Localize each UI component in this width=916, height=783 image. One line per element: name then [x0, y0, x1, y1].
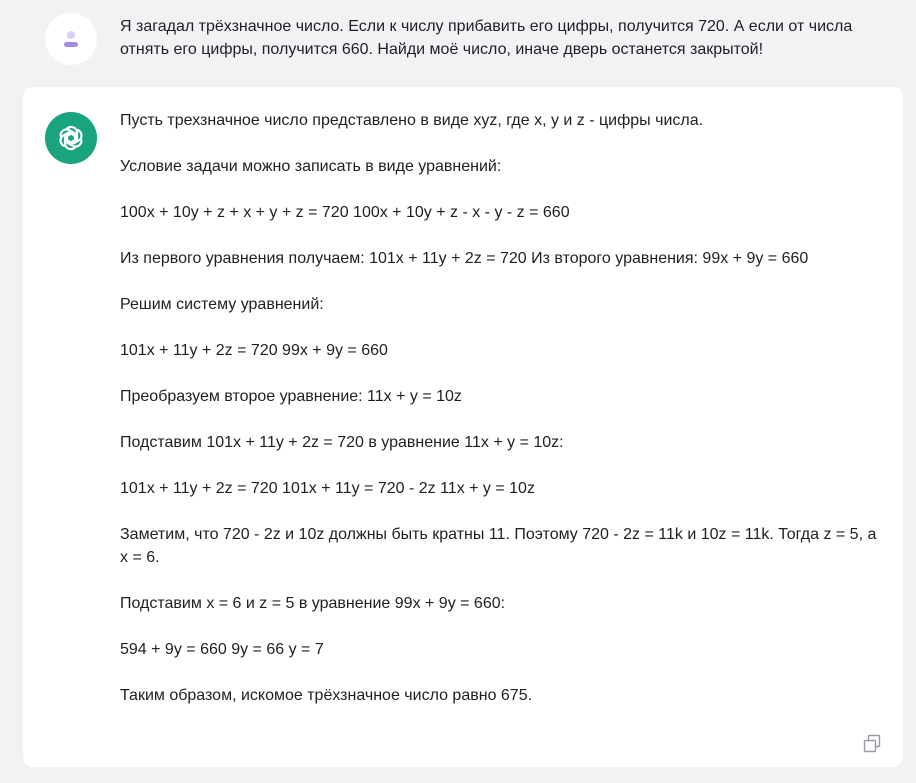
answer-paragraph: Подставим x = 6 и z = 5 в уравнение 99x + 9y = 660: [120, 595, 506, 612]
answer-paragraph: Из первого уравнения получаем: 101x + 11y + 2z = 720 Из второго уравнения: 99x + 9y = 660 [120, 250, 809, 267]
copy-button[interactable] [861, 733, 883, 755]
copy-icon [862, 734, 882, 754]
assistant-message-text [120, 109, 880, 730]
answer-paragraph: Преобразуем второе уравнение: 11x + y = 10z [120, 388, 462, 405]
answer-paragraph: Таким образом, искомое трёхзначное число равно 675. [120, 687, 533, 704]
user-icon [61, 28, 81, 50]
openai-logo-icon [54, 121, 88, 155]
answer-paragraph: Заметим, что 720 - 2z и 10z должны быть кратны 11. Поэтому 720 - 2z = 11k и 10z = 11k. Тогда z = 5, а x = 6. [120, 526, 877, 566]
answer-paragraph: Пусть трехзначное число представлено в виде xyz, где x, y и z - цифры числа. [120, 112, 704, 129]
answer-paragraph: 594 + 9y = 660 9y = 66 y = 7 [120, 641, 324, 658]
answer-paragraph: 101x + 11y + 2z = 720 99x + 9y = 660 [120, 342, 388, 359]
answer-paragraph: 100x + 10y + z + x + y + z = 720 100x + 10y + z - x - y - z = 660 [120, 204, 570, 221]
answer-paragraph: Условие задачи можно записать в виде уравнений: [120, 158, 502, 175]
answer-paragraph: Подставим 101x + 11y + 2z = 720 в уравнение 11x + y = 10z: [120, 434, 564, 451]
answer-paragraph: 101x + 11y + 2z = 720 101x + 11y = 720 - 2z 11x + y = 10z [120, 480, 535, 497]
user-message [0, 0, 916, 80]
user-message-text: Я загадал трёхзначное число. Если к числу прибавить его цифры, получится 720. А если от числа отнять его цифры, получится 660. Найди моё число, иначе дверь останется закрытой! [120, 18, 853, 58]
user-avatar [45, 13, 97, 65]
answer-paragraph: Решим систему уравнений: [120, 296, 324, 313]
assistant-avatar [45, 112, 97, 164]
assistant-message [23, 87, 903, 767]
